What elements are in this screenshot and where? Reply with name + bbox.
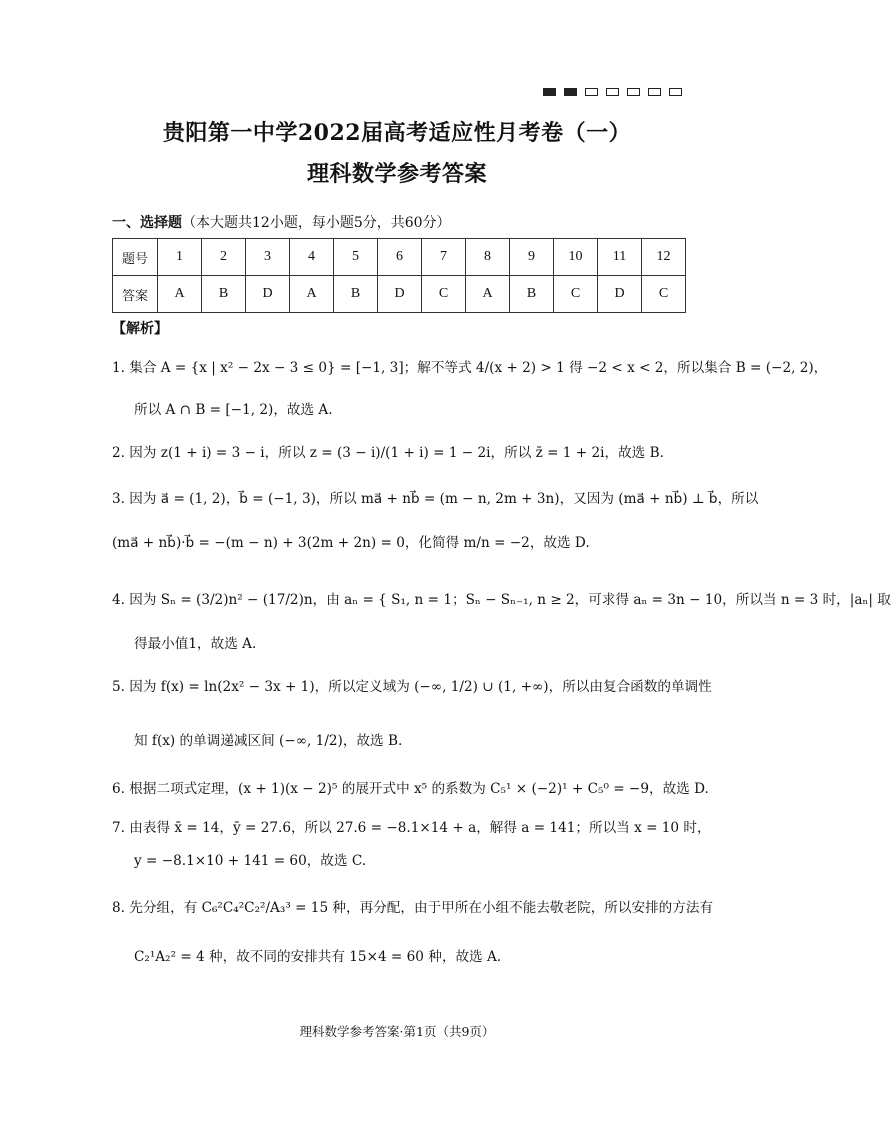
solution-line: 3. 因为 a⃗ = (1, 2)，b⃗ = (−1, 3)，所以 ma⃗ + nb⃗ = (m − n, 2m + 3n)，又因为 (ma⃗ + nb⃗) ⊥ b⃗，所以 — [112, 491, 759, 507]
solution-line: 2. 因为 z(1 + i) = 3 − i，所以 z = (3 − i)/(1 + i) = 1 − 2i，所以 z̄ = 1 + 2i，故选 B. — [112, 445, 664, 461]
page-footer: 理科数学参考答案·第1页（共9页） — [299, 1024, 495, 1039]
mark-empty-icon — [627, 88, 640, 96]
table-cell: 10 — [554, 239, 598, 276]
solution-line: 4. 因为 Sₙ = (3/2)n² − (17/2)n，由 aₙ = { S₁, n = 1；Sₙ − Sₙ₋₁, n ≥ 2，可求得 aₙ = 3n − 10，所以当 n = 3 时，|aₙ| 取 — [112, 592, 891, 608]
solution-line: 6. 根据二项式定理，(x + 1)(x − 2)⁵ 的展开式中 x⁵ 的系数为 C₅¹ × (−2)¹ + C₅⁰ = −9，故选 D. — [112, 781, 709, 797]
table-row-numbers — [113, 239, 686, 276]
table-cell: A — [158, 276, 202, 313]
page-marks — [543, 88, 682, 96]
solution-line: C₂¹A₂² = 4 种，故不同的安排共有 15×4 = 60 种，故选 A. — [134, 949, 502, 965]
mark-filled-icon — [564, 88, 577, 96]
section-label: 一、选择题 — [112, 215, 182, 231]
answer-table — [112, 238, 686, 313]
table-cell: C — [642, 276, 686, 313]
solution-line: 7. 由表得 x̄ = 14，ȳ = 27.6，所以 27.6 = −8.1×14 + a，解得 a = 141；所以当 x = 10 时， — [112, 820, 711, 836]
table-cell: 8 — [466, 239, 510, 276]
table-cell: A — [290, 276, 334, 313]
solution-line: 得最小值1，故选 A. — [134, 636, 257, 652]
section-note: （本大题共12小题，每小题5分，共60分） — [182, 215, 451, 231]
table-cell: 2 — [202, 239, 246, 276]
table-cell: C — [554, 276, 598, 313]
table-cell: 1 — [158, 239, 202, 276]
mark-empty-icon — [606, 88, 619, 96]
solution-line: 8. 先分组，有 C₆²C₄²C₂²/A₃³ = 15 种，再分配，由于甲所在小组不能去敬老院，所以安排的方法有 — [112, 900, 714, 916]
table-cell: 5 — [334, 239, 378, 276]
mark-empty-icon — [585, 88, 598, 96]
table-cell: 3 — [246, 239, 290, 276]
table-header-answer: 答案 — [113, 276, 158, 313]
solution-line: (ma⃗ + nb⃗)·b⃗ = −(m − n) + 3(2m + 2n) = 0，化简得 m/n = −2，故选 D. — [112, 535, 590, 551]
document-subtitle: 理科数学参考答案 — [306, 161, 487, 187]
solution-line: 5. 因为 f(x) = ln(2x² − 3x + 1)，所以定义域为 (−∞, 1/2) ∪ (1, +∞)，所以由复合函数的单调性 — [112, 679, 712, 695]
solution-line: 1. 集合 A = {x | x² − 2x − 3 ≤ 0} = [−1, 3]；解不等式 4/(x + 2) > 1 得 −2 < x < 2，所以集合 B = (−2, 2)， — [112, 360, 828, 376]
table-cell: 6 — [378, 239, 422, 276]
table-cell: B — [334, 276, 378, 313]
table-cell: 4 — [290, 239, 334, 276]
section-heading — [112, 212, 451, 232]
table-cell: A — [466, 276, 510, 313]
table-cell: 7 — [422, 239, 466, 276]
table-cell: D — [378, 276, 422, 313]
solution-line: 知 f(x) 的单调递减区间 (−∞, 1/2)，故选 B. — [134, 733, 403, 749]
table-cell: 12 — [642, 239, 686, 276]
table-cell: C — [422, 276, 466, 313]
solution-line: y = −8.1×10 + 141 = 60，故选 C. — [134, 853, 367, 869]
table-cell: B — [510, 276, 554, 313]
mark-filled-icon — [543, 88, 556, 96]
table-cell: B — [202, 276, 246, 313]
table-cell: 11 — [598, 239, 642, 276]
table-row-answers — [113, 276, 686, 313]
table-cell: D — [598, 276, 642, 313]
analysis-heading: 【解析】 — [112, 321, 168, 337]
table-header-number: 题号 — [113, 239, 158, 276]
solution-line: 所以 A ∩ B = [−1, 2)，故选 A. — [134, 402, 333, 418]
mark-empty-icon — [669, 88, 682, 96]
mark-empty-icon — [648, 88, 661, 96]
table-cell: 9 — [510, 239, 554, 276]
document-title: 贵阳第一中学2022届高考适应性月考卷（一） — [162, 120, 632, 146]
table-cell: D — [246, 276, 290, 313]
